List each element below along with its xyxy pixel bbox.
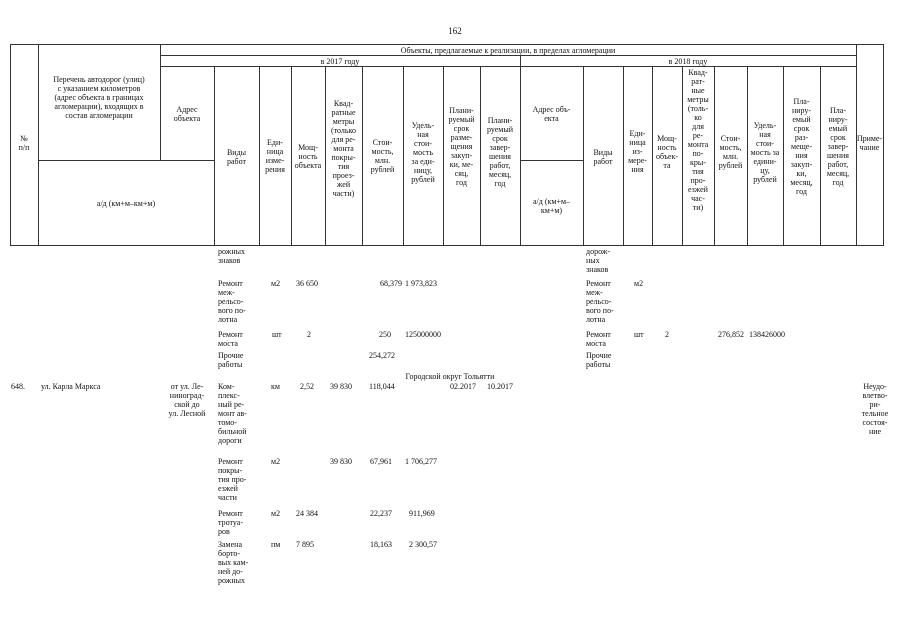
table-row: Ремонт меж- рельсо- вого по- лотна [586,279,614,324]
h17-address: Адрес объекта [173,105,201,123]
cell-cost: 250 [379,330,391,339]
cell-unit: шт [272,330,282,339]
h17-sqm: Квад- ратные метры (только для ре- монта покры- тия проез- жей части) [330,99,357,198]
cell-unit-cost: 125000000 [405,330,441,339]
cell-cost: 254,272 [369,351,395,360]
cell-capacity: 2,52 [300,382,314,391]
cell-cost: 67,961 [370,457,392,466]
header-roads: Перечень автодорог (улиц) с указанием километров (адрес объекта в границах агломерации), входящих в состав агломерации [53,75,145,120]
cell-cost: 22,237 [370,509,392,518]
header-year-2018: в 2018 году [668,57,708,66]
cell-sqm: 39 830 [330,457,352,466]
table-row: Прочие работы [218,351,244,369]
page-number: 162 [448,26,462,36]
district-heading: Городской округ Тольятти [405,372,495,381]
table-row: Ком- плекс- ный ре- монт ав- томо- бильной дороги [218,382,247,445]
cell-unit-cost: 1 973,823 [405,279,437,288]
cell-unit: м2 [271,279,281,288]
cell-procurement: 02.2017 [450,382,476,391]
h17-unit: Еди- ница изме- рения [265,138,285,174]
cell-capacity: 36 650 [296,279,318,288]
entry-note: Неудо- влетво- ри- тельное состоя- ние [861,382,889,436]
table-row: Прочие работы [586,351,612,369]
cell-unit-cost: 911,969 [409,509,435,518]
h17-plan-procurement: Плани- руемый срок разме- щения закуп- ки, ме- сяц, год [448,106,475,187]
h18-capacity: Мощ- ность объек- та [655,134,679,170]
cell-capacity: 2 [307,330,311,339]
cell-unit-cost: 2 300,57 [409,540,437,549]
h17-cost: Стои- мость, млн. рублей [370,138,395,174]
table-row: Ремонт моста [586,330,611,348]
table-row: Ремонт тротуа- ров [218,509,243,536]
entry-road: ул. Карла Маркса [41,382,101,391]
cell-capacity: 2 [665,330,669,339]
cell-completion: 10.2017 [487,382,513,391]
cell-unit: км [271,382,280,391]
cell-unit: шт [634,330,644,339]
cell-unit: м2 [634,279,644,288]
cell-unit: м2 [271,457,281,466]
h18-km: а/д (км+м– км+м) [532,197,571,215]
cell-cost: 18,163 [370,540,392,549]
table-row: Ремонт меж- рельсо- вого по- лотна [218,279,246,324]
cell-unit: м2 [271,509,281,518]
cell-unit-cost: 1 706,277 [405,457,437,466]
h18-work-types: Виды работ [593,148,613,166]
h18-plan-completion: Пла- ниру- емый срок завер- шения работ, месяц, год [826,106,850,187]
table-row: Замена борто- вых кам- ней до- рожных [218,540,249,585]
h17-capacity: Мощ- ность объекта [294,143,322,170]
h18-unit: Еди- ница из- мере- ния [628,129,647,174]
h17-plan-completion: Плани- руемый срок завер- шения работ, месяц, год [486,116,514,188]
entry-km: от ул. Ле- ниноград- ской до ул. Лесной [168,382,206,418]
cont-work-2017: рожных знаков [218,247,245,265]
header-notes: Приме- чание [856,134,883,152]
header-num: № п/п [18,134,30,152]
cell-sqm: 39 830 [330,382,352,391]
h17-work-types: Виды работ [226,148,247,166]
cell-cost: 68,379 [380,279,402,288]
h18-cost: Стои- мость, млн. рублей [718,134,743,170]
header-year-2017: в 2017 году [320,57,360,66]
table-row: Ремонт моста [218,330,243,348]
cell-unit-cost: 138426000 [749,330,785,339]
cell-cost: 118,044 [369,382,395,391]
h17-unit-cost: Удель- ная стои- мость за еди- ницу, рублей [411,121,435,184]
h18-unit-cost: Удель- ная стои- мость за едини- цу, рублей [750,121,780,184]
entry-number: 648. [11,382,25,391]
table-row: Ремонт покры- тия про- езжей части [218,457,247,502]
cell-cost: 276,852 [718,330,744,339]
cell-capacity: 7 895 [296,540,314,549]
cont-work-2018: дорож- ных знаков [586,247,611,274]
header-km: а/д (км+м–км+м) [96,199,156,208]
h18-sqm: Квад- рат- ные метры (толь- ко для ре- монта по- кры- тия про- езжей час- ти) [687,68,709,212]
header-objects-title: Объекты, предлагаемые к реализации, в пределах агломерации [400,46,616,55]
cell-unit: пм [271,540,281,549]
h18-plan-procurement: Пла- ниру- емый срок раз- меще- ния закуп- ки, месяц, год [790,97,813,196]
h18-address: Адрес объ- екта [532,105,571,123]
cell-capacity: 24 384 [296,509,318,518]
